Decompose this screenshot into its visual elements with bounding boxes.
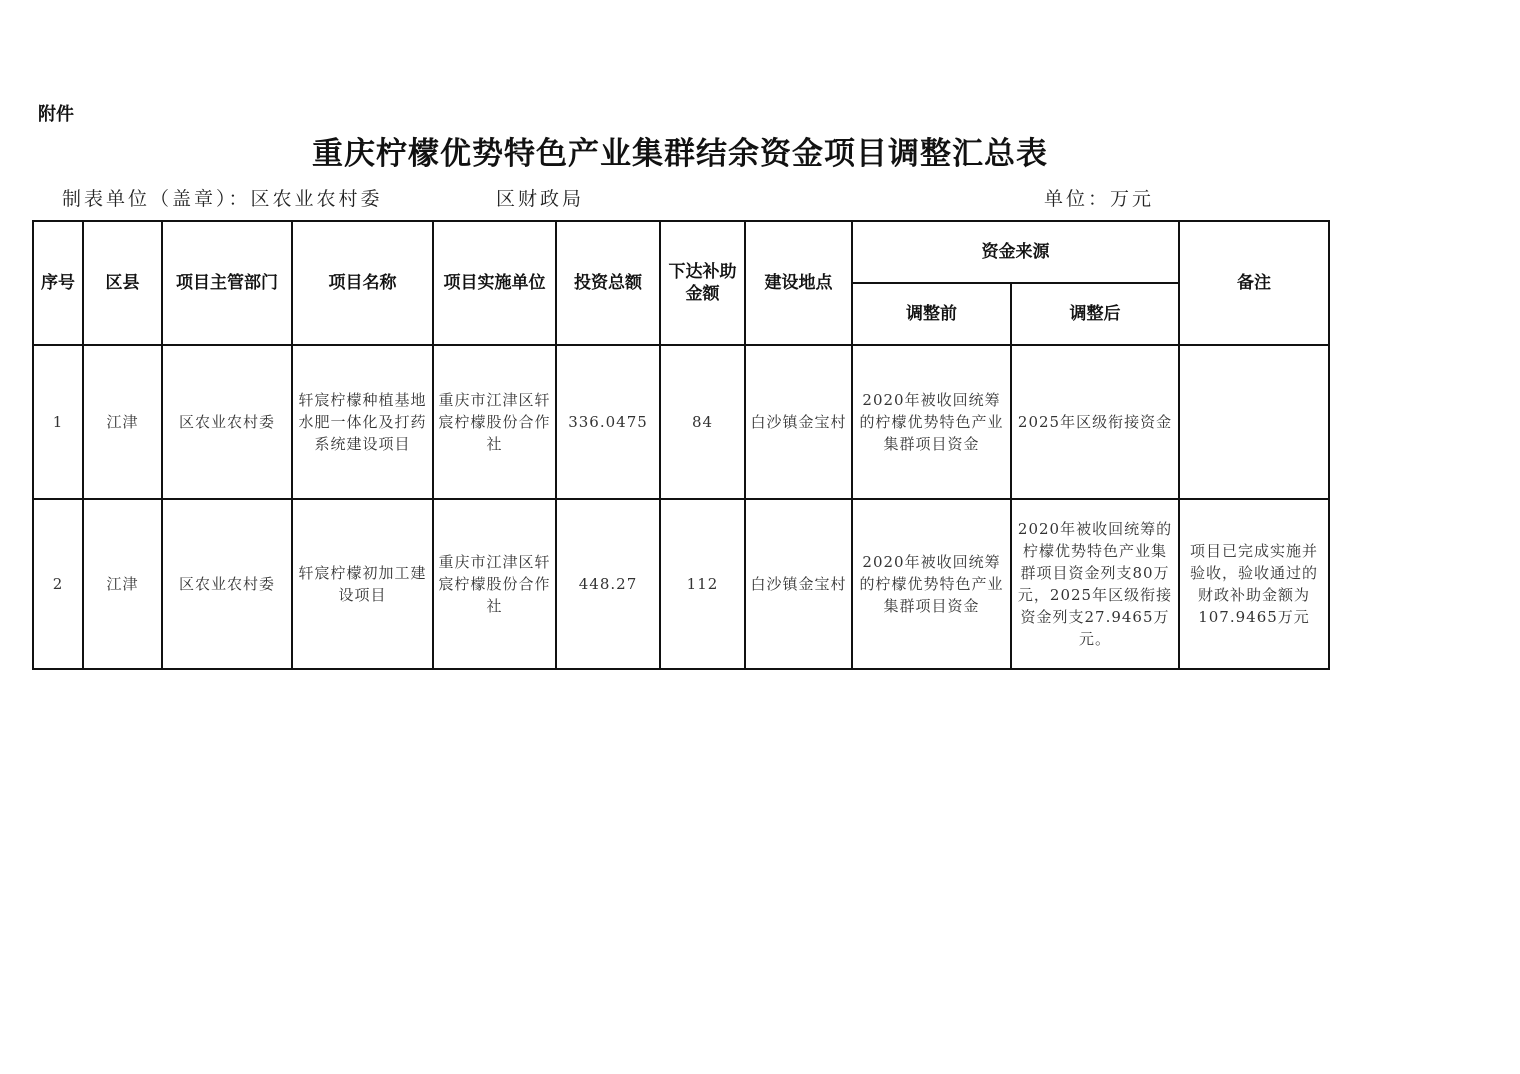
header-location: 建设地点 [745,221,852,345]
summary-table [32,220,1330,670]
cell-district: 江津 [83,345,162,499]
cell-impl-unit: 重庆市江津区轩宸柠檬股份合作社 [433,345,556,499]
currency-unit: 单位：万元 [1044,188,1155,210]
cell-location: 白沙镇金宝村 [745,499,852,669]
cell-dept: 区农业农村委 [162,499,292,669]
cell-seq: 1 [33,345,83,499]
cell-project: 轩宸柠檬种植基地水肥一体化及打药系统建设项目 [292,345,433,499]
table-row [33,345,1329,499]
cell-investment: 336.0475 [556,345,660,499]
header-after: 调整后 [1011,283,1179,345]
co-unit: 区财政局 [496,188,585,210]
cell-investment: 448.27 [556,499,660,669]
cell-dept: 区农业农村委 [162,345,292,499]
cell-subsidy: 112 [660,499,745,669]
header-impl-unit: 项目实施单位 [433,221,556,345]
cell-project: 轩宸柠檬初加工建设项目 [292,499,433,669]
cell-subsidy: 84 [660,345,745,499]
header-project: 项目名称 [292,221,433,345]
cell-impl-unit: 重庆市江津区轩宸柠檬股份合作社 [433,499,556,669]
header-seq: 序号 [33,221,83,345]
cell-before: 2020年被收回统筹的柠檬优势特色产业集群项目资金 [852,499,1011,669]
cell-seq: 2 [33,499,83,669]
header-row [33,221,1329,283]
cell-remarks: 项目已完成实施并验收，验收通过的财政补助金额为107.9465万元 [1179,499,1329,669]
header-subsidy: 下达补助金额 [660,221,745,345]
header-fund-source: 资金来源 [852,221,1179,283]
header-district: 区县 [83,221,162,345]
cell-location: 白沙镇金宝村 [745,345,852,499]
document-title: 重庆柠檬优势特色产业集群结余资金项目调整汇总表 [312,136,1048,172]
header-investment: 投资总额 [556,221,660,345]
header-before: 调整前 [852,283,1011,345]
cell-district: 江津 [83,499,162,669]
preparing-unit: 制表单位（盖章）：区农业农村委 [62,188,383,210]
cell-remarks [1179,345,1329,499]
table-row [33,499,1329,669]
header-remarks: 备注 [1179,221,1329,345]
header-dept: 项目主管部门 [162,221,292,345]
cell-before: 2020年被收回统筹的柠檬优势特色产业集群项目资金 [852,345,1011,499]
attachment-label: 附件 [38,104,74,125]
cell-after: 2020年被收回统筹的柠檬优势特色产业集群项目资金列支80万元，2025年区级衔接资金列支27.9465万元。 [1011,499,1179,669]
cell-after: 2025年区级衔接资金 [1011,345,1179,499]
